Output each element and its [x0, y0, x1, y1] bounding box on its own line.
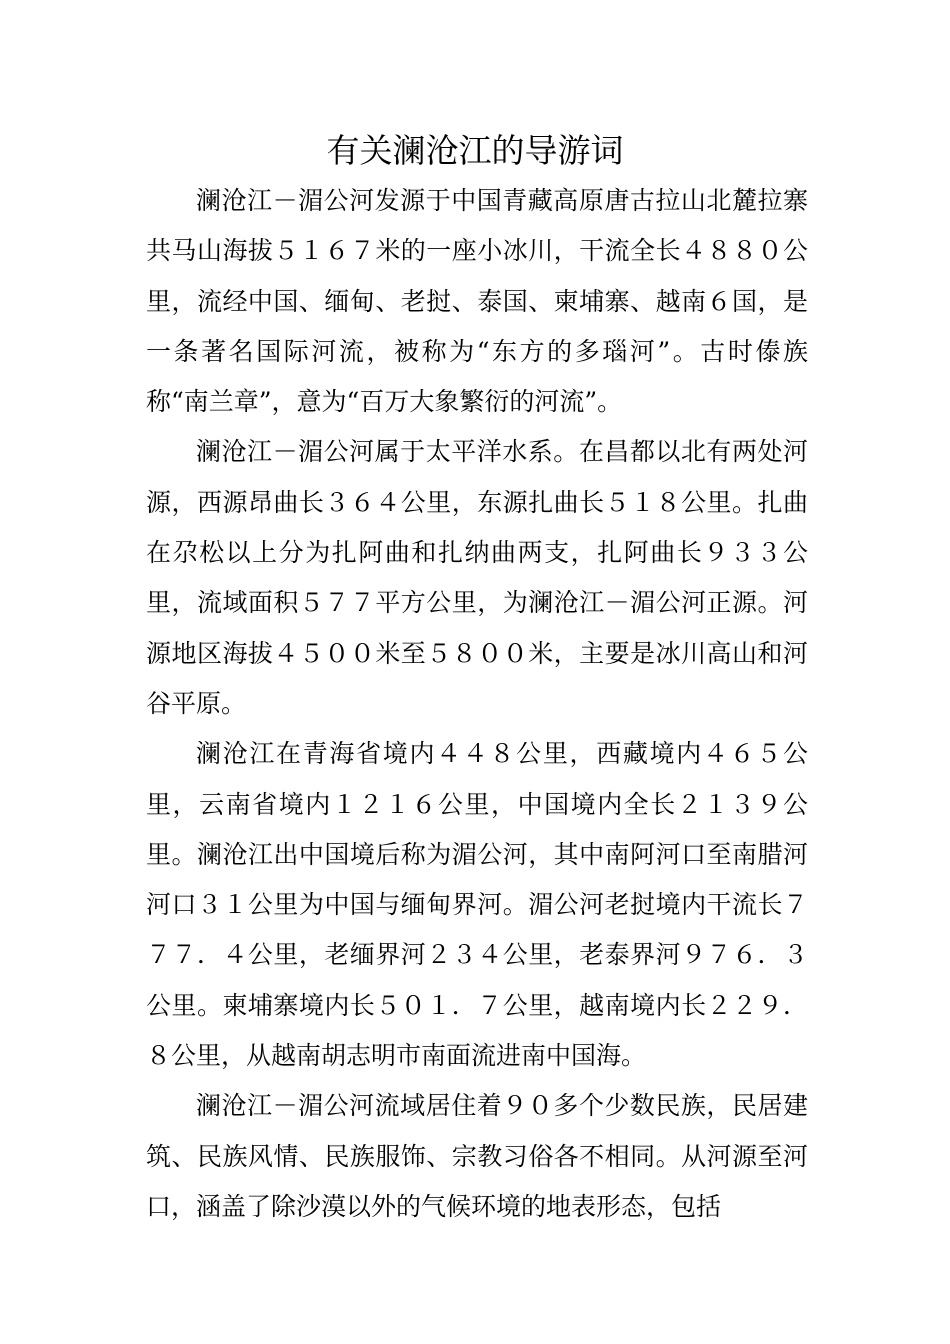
document-body [146, 176, 808, 1232]
paragraph-ethnic-groups: 澜沧江－湄公河流域居住着９０多个少数民族，民居建筑、民族风情、民族服饰、宗教习俗各不相同。从河源至河口，涵盖了除沙漠以外的气候环境的地表形态，包括 [146, 1091, 808, 1221]
paragraph-headwaters: 澜沧江－湄公河属于太平洋水系。在昌都以北有两处河源，西源昂曲长３６４公里，东源扎曲长５１８公里。扎曲在尕松以上分为扎阿曲和扎纳曲两支，扎阿曲长９３３公里，流域面积５７７平方公里，为澜沧江－湄公河正源。河源地区海拔４５００米至５８００米，主要是冰川高山和河谷平原。 [146, 437, 808, 718]
document-title: 有关澜沧江的导游词 [326, 131, 624, 170]
paragraph-source: 澜沧江－湄公河发源于中国青藏高原唐古拉山北麓拉寨共马山海拔５１６７米的一座小冰川，干流全长４８８０公里，流经中国、缅甸、老挝、泰国、柬埔寨、越南６国，是一条著名国际河流，被称为“东方的多瑙河”。古时傣族称“南兰章”，意为“百万大象繁衍的河流”。 [146, 186, 808, 417]
paragraph-lengths: 澜沧江在青海省境内４４８公里，西藏境内４６５公里，云南省境内１２１６公里，中国境内全长２１３９公里。澜沧江出中国境后称为湄公河，其中南阿河口至南腊河河口３１公里为中国与缅甸界河。湄公河老挝境内干流长７７７．４公里，老缅界河２３４公里，老泰界河９７６．３公里。柬埔寨境内长５０１．７公里，越南境内长２２９．８公里，从越南胡志明市南面流进南中国海。 [146, 739, 808, 1071]
